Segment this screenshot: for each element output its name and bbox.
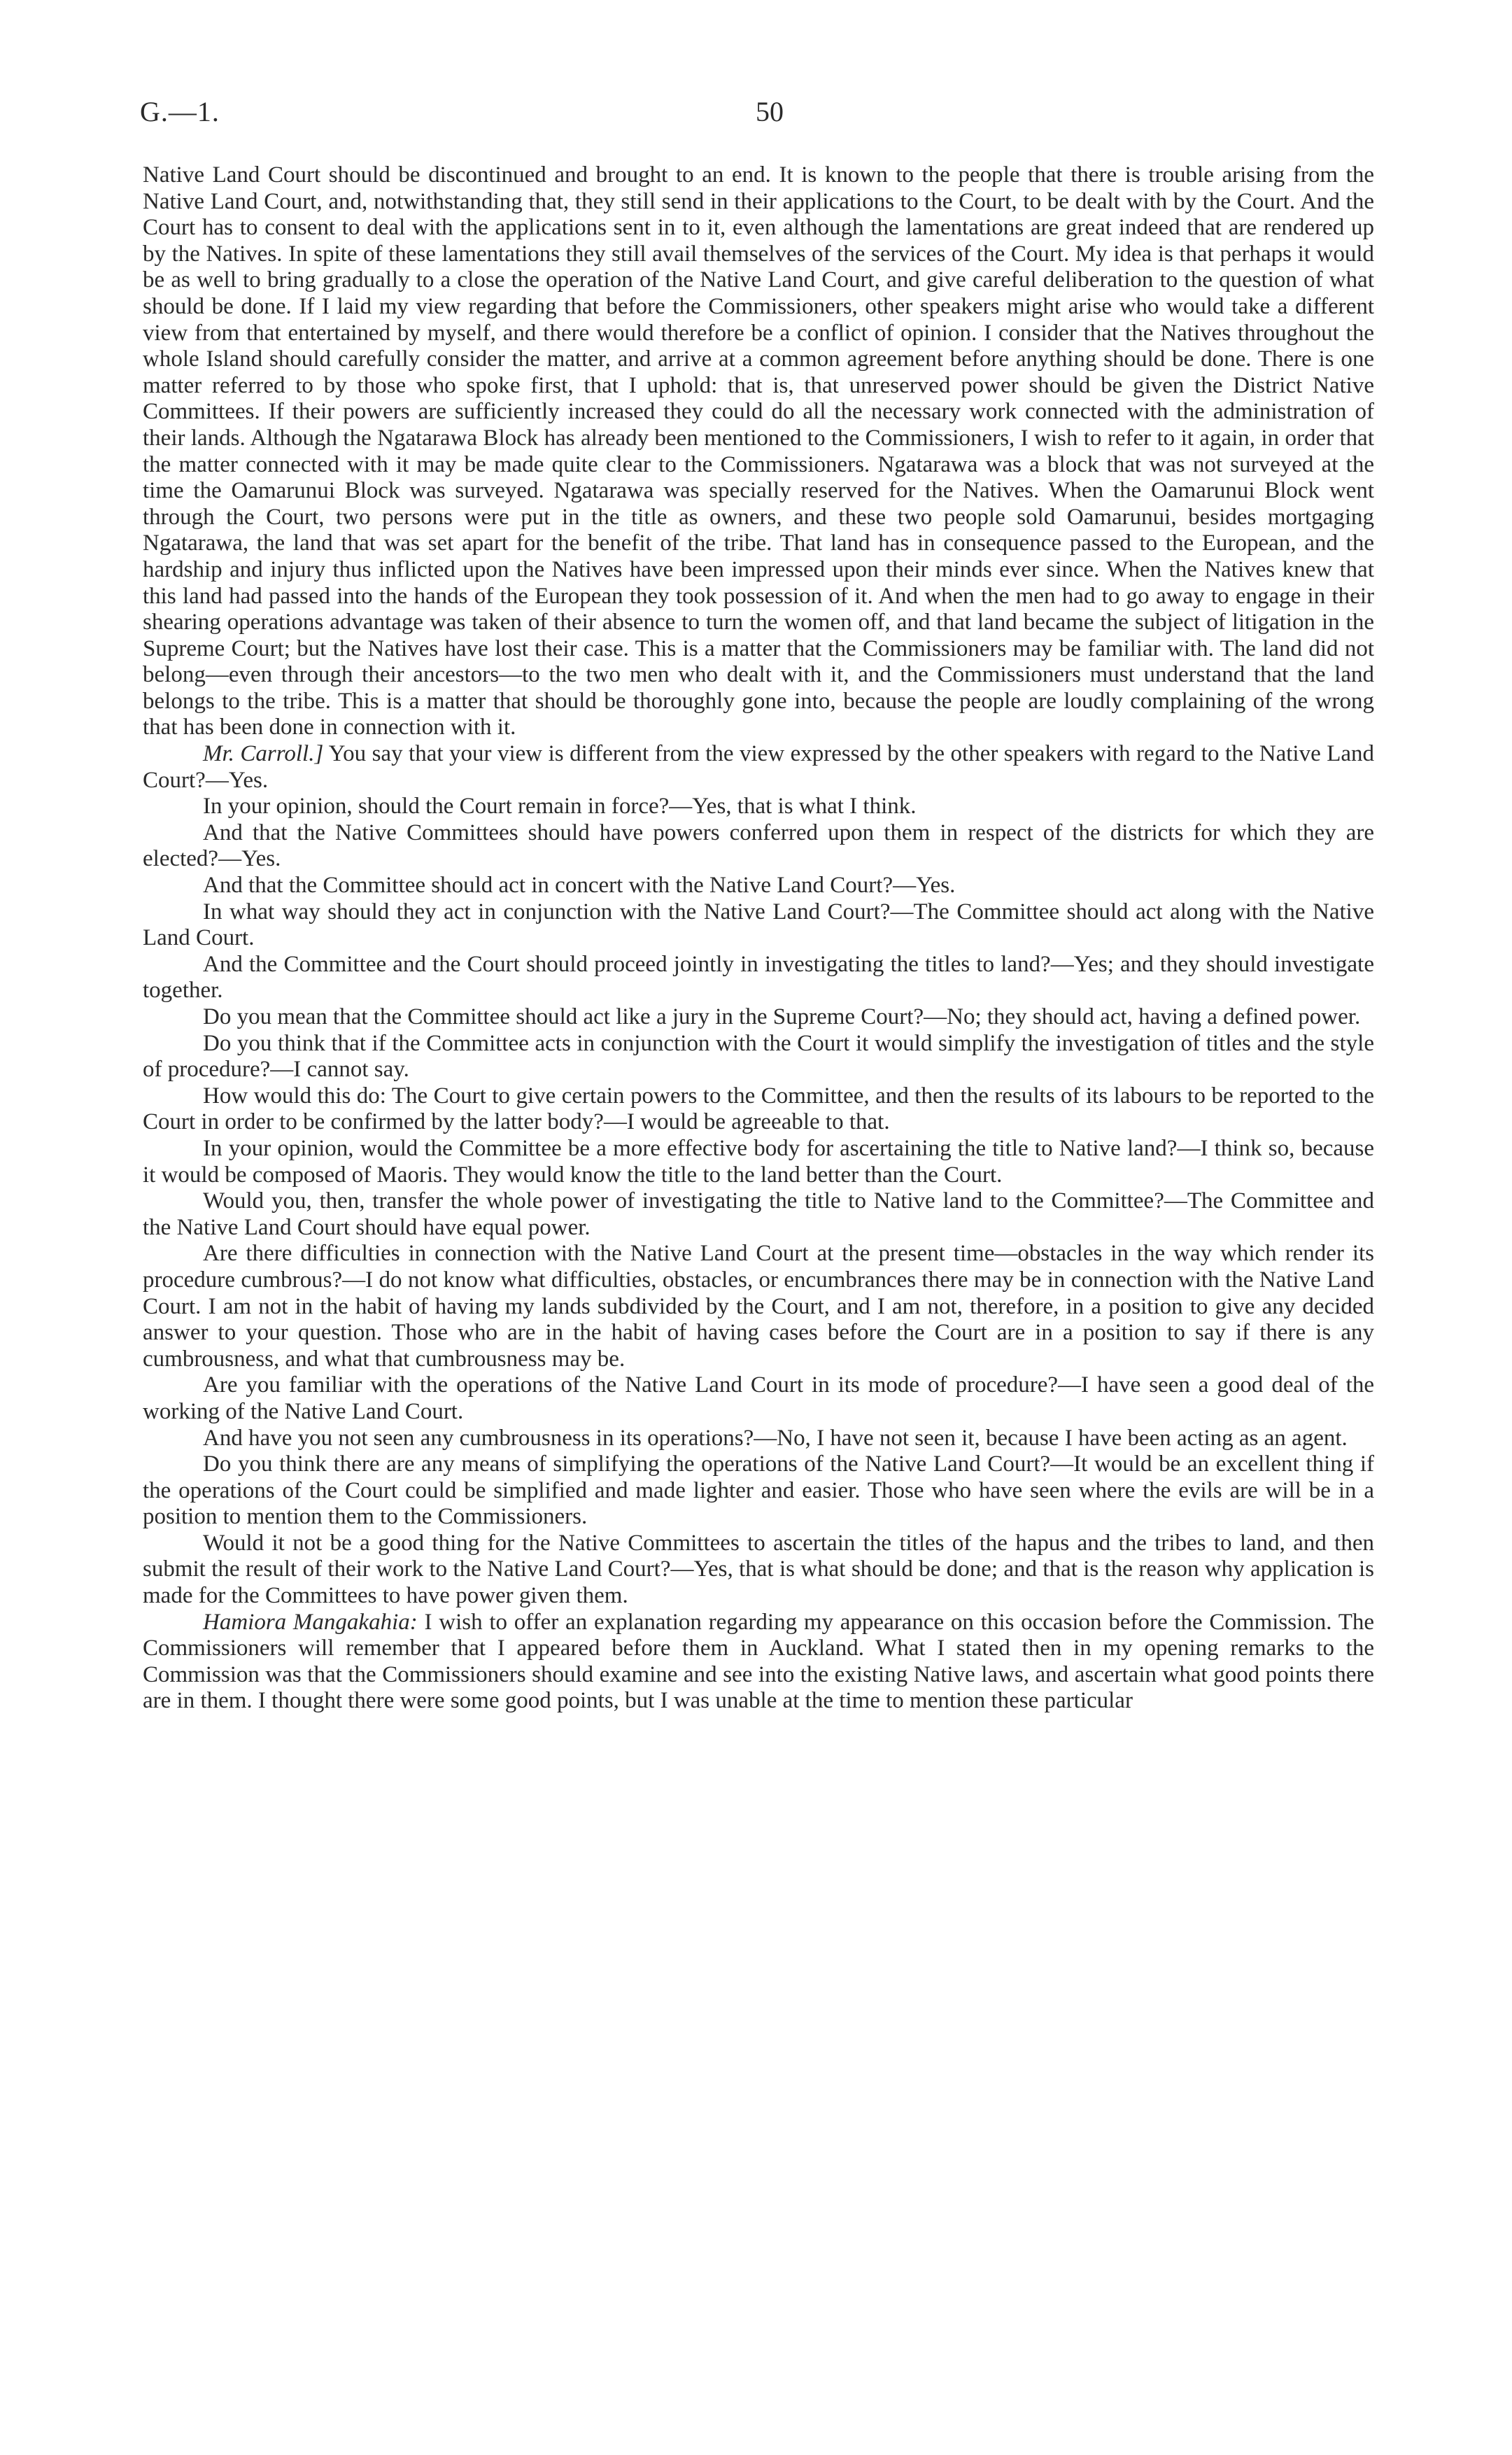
paragraph: And have you not seen any cumbrousness in its operations?—No, I have not seen it, because I have been acting as an agent. [203, 1425, 1348, 1451]
paragraph: In your opinion, should the Court remain in force?—Yes, that is what I think. [203, 794, 917, 819]
paragraph: Are you familiar with the operations of the Native Land Court in its mode of procedure?—I have seen a good deal of the working of the Native Land Court. [143, 1372, 1374, 1424]
paragraph: And the Committee and the Court should proceed jointly in investigating the titles to land?—Yes; and they should investigate together. [143, 951, 1374, 1004]
paragraph: Mr. Carroll.] You say that your view is different from the view expressed by the other speakers with regard to the Native Land Court?—Yes. [143, 741, 1375, 793]
speaker-name: Hamiora Mangakahia: [203, 1609, 418, 1635]
paragraph: In your opinion, would the Committee be a more effective body for ascertaining the title to Native land?—I think so, because it would be composed of Maoris. They would know the title to the land better than the Court. [143, 1135, 1374, 1188]
paragraph: How would this do: The Court to give certain powers to the Committee, and then the results of its labours to be reported to the Court in order to be confirmed by the latter body?—I would be agreeable to that. [143, 1083, 1374, 1135]
paragraph: Would you, then, transfer the whole power of investigating the title to Native land to the Committee?—The Committee and the Native Land Court should have equal power. [143, 1188, 1374, 1240]
paragraph: Do you think that if the Committee acts in conjunction with the Court it would simplify the investigation of titles and the style of procedure?—I cannot say. [143, 1030, 1374, 1083]
paragraph: And that the Native Committees should have powers conferred upon them in respect of the districts for which they are elected?—Yes. [143, 819, 1374, 872]
paragraph: Do you think there are any means of simplifying the operations of the Native Land Court?—It would be an excellent thing if the operations of the Court could be simplified and made lighter and easier. Those who have seen where the evils are will be in a position to mention them to the Commissioners. [143, 1451, 1374, 1530]
paragraph: And that the Committee should act in concert with the Native Land Court?—Yes. [203, 873, 956, 899]
speaker-name: Mr. Carroll.] [203, 741, 324, 767]
paragraph: Would it not be a good thing for the Native Committees to ascertain the titles of the hapus and the tribes to land, and then submit the result of their work to the Native Land Court?—Yes, that is what should be done; and that is the reason why application is made for the Committees to have power given them. [143, 1530, 1374, 1609]
paragraph: Hamiora Mangakahia: I wish to offer an explanation regarding my appearance on this occasion before the Commission. The Commissioners will remember that I appeared before them in Auckland. What I stated then in my opening remarks to the Commission was that the Commissioners should examine and see into the existing Native laws, and ascertain what good points there are in them. I thought there were some good points, but I was unable at the time to mention these particular [143, 1609, 1375, 1714]
paragraph: Are there difficulties in connection with the Native Land Court at the present time—obstacles in the way which render its procedure cumbrous?—I do not know what difficulties, obstacles, or encumbrances there may be in connection with the Native Land Court. I am not in the habit of having my lands subdivided by the Court, and I am not, therefore, in a position to give any decided answer to your question. Those who are in the habit of having cases before the Court are in a position to say if there is any cumbrousness, and what that cumbrousness may be. [143, 1241, 1374, 1372]
page-header [140, 95, 1375, 137]
document-reference: G.—1. [140, 96, 220, 127]
body-text [143, 162, 1374, 1715]
page-number: 50 [756, 96, 784, 127]
paragraph: In what way should they act in conjunction with the Native Land Court?—The Committee should act along with the Native Land Court. [143, 899, 1374, 951]
paragraph: Native Land Court should be discontinued and brought to an end. It is known to the people that there is trouble arising from the Native Land Court, and, notwithstanding that, they still send in their applications to the Court, to be dealt with by the Court. And the Court has to consent to deal with the applications sent in to it, even although the lamentations are great indeed that are rendered up by the Natives. In spite of these lamentations they still avail themselves of the services of the Court. My idea is that perhaps it would be as well to bring gradually to a close the operation of the Native Land Court, and give careful deliberation to the question of what should be done. If I laid my view regarding that before the Commissioners, other speakers might arise who would take a different view from that entertained by myself, and there would therefore be a conflict of opinion. I consider that the Natives throughout the whole Island should carefully consider the matter, and arrive at a common agreement before anything should be done. There is one matter referred to by those who spoke first, that I uphold: that is, that unreserved power should be given the District Native Committees. If their powers are sufficiently increased they could do all the necessary work connected with the administration of their lands. Although the Ngatarawa Block has already been mentioned to the Commissioners, I wish to refer to it again, in order that the matter connected with it may be made quite clear to the Commissioners. Ngatarawa was a block that was not surveyed at the time the Oamarunui Block was surveyed. Ngatarawa was specially reserved for the Natives. When the Oamarunui Block went through the Court, two persons were put in the title as owners, and these two people sold Oamarunui, besides mortgaging Ngatarawa, the land that was set apart for the benefit of the tribe. That land has in consequence passed to the European, and the hardship and injury thus inflicted upon the Natives have been impressed upon their minds ever since. When the Natives knew that this land had passed into the hands of the European they took possession of it. And when the men had to go away to engage in their shearing operations advantage was taken of their absence to turn the women off, and that land became the subject of litigation in the Supreme Court; but the Natives have lost their case. This is a matter that the Commissioners may be familiar with. The land did not belong—even through their ancestors—to the two men who dealt with it, and the Commissioners must understand that the land belongs to the tribe. This is a matter that should be thoroughly gone into, because the people are loudly complaining of the wrong that has been done in connection with it. [143, 162, 1374, 740]
paragraph: Do you mean that the Committee should act like a jury in the Supreme Court?—No; they should act, having a defined power. [203, 1004, 1361, 1029]
